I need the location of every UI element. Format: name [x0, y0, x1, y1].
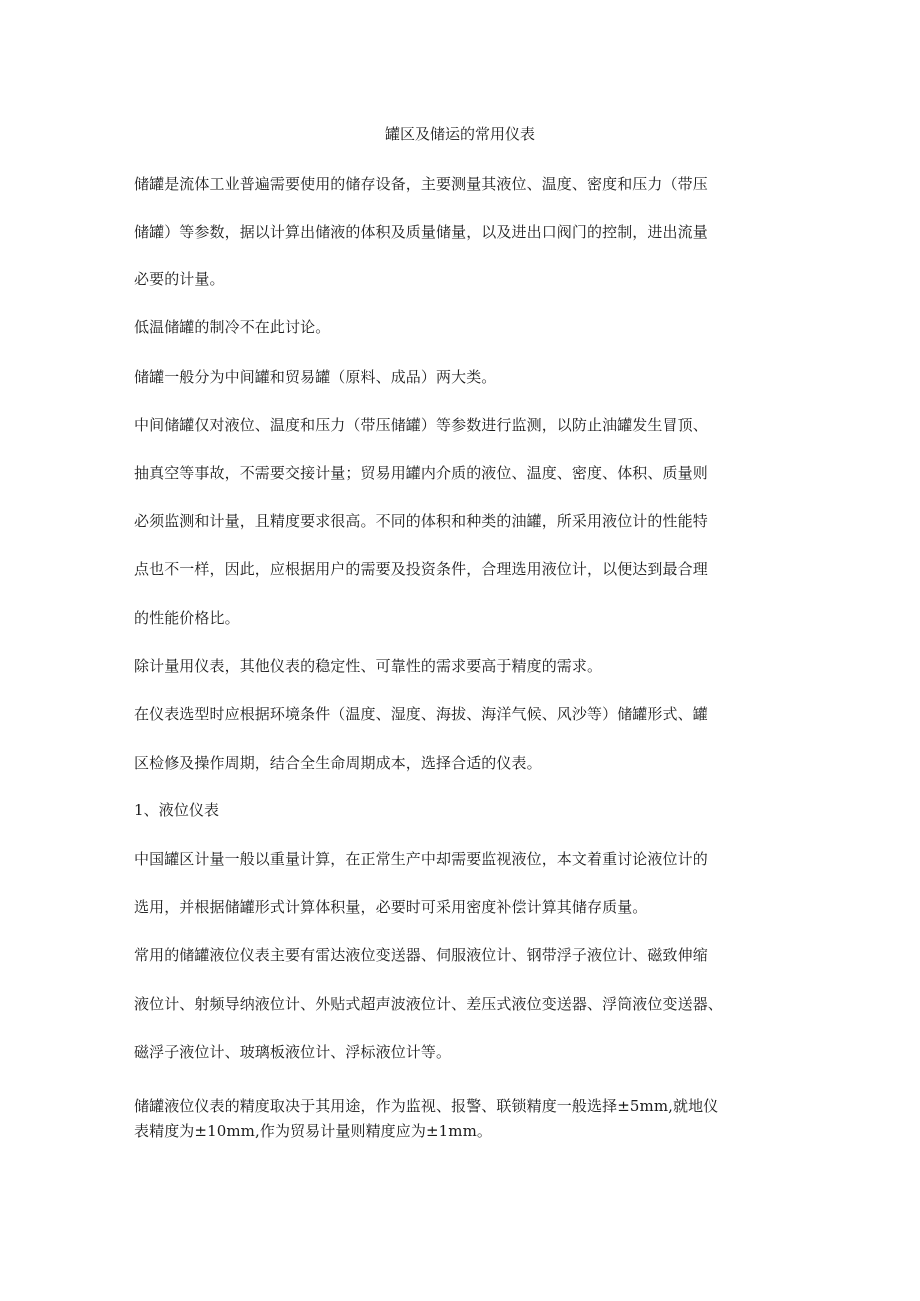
paragraph-line: 在仪表选型时应根据环境条件（温度、湿度、海拔、海洋气候、风沙等）储罐形式、罐 — [134, 705, 708, 723]
paragraph-line: 点也不一样，因此，应根据用户的需要及投资条件，合理选用液位计，以便达到最合理 — [134, 560, 708, 578]
paragraph-line: 必要的计量。 — [134, 270, 225, 288]
paragraph-line: 磁浮子液位计、玻璃板液位计、浮标液位计等。 — [134, 1043, 452, 1061]
paragraph-line: 储罐一般分为中间罐和贸易罐（原料、成品）两大类。 — [134, 368, 497, 386]
paragraph-line: 储罐）等参数，据以计算出储液的体积及质量储量，以及进出口阀门的控制，进出流量 — [134, 223, 708, 241]
paragraph-line: 中国罐区计量一般以重量计算，在正常生产中却需要监视液位，本文着重讨论液位计的 — [134, 850, 708, 868]
document-title: 罐区及储运的常用仪表 — [384, 125, 535, 143]
paragraph-line: 表精度为±10mm,作为贸易计量则精度应为±1mm。 — [134, 1122, 493, 1140]
paragraph-line: 中间储罐仅对液位、温度和压力（带压储罐）等参数进行监测，以防止油罐发生冒顶、 — [134, 416, 708, 434]
paragraph-line: 储罐是流体工业普遍需要使用的储存设备，主要测量其液位、温度、密度和压力（带压 — [134, 175, 708, 193]
paragraph-line: 必须监测和计量，且精度要求很高。不同的体积和种类的油罐，所采用液位计的性能特 — [134, 512, 708, 530]
paragraph-line: 常用的储罐液位仪表主要有雷达液位变送器、伺服液位计、钢带浮子液位计、磁致伸缩 — [134, 946, 708, 964]
paragraph-line: 除计量用仪表，其他仪表的稳定性、可靠性的需求要高于精度的需求。 — [134, 657, 603, 675]
paragraph-line: 液位计、射频导纳液位计、外贴式超声波液位计、差压式液位变送器、浮筒液位变送器、 — [134, 995, 723, 1013]
paragraph-line: 低温储罐的制冷不在此讨论。 — [134, 318, 331, 336]
paragraph-line: 的性能价格比。 — [134, 609, 240, 627]
paragraph-line: 抽真空等事故，不需要交接计量；贸易用罐内介质的液位、温度、密度、体积、质量则 — [134, 464, 708, 482]
section-heading: 1、液位仪表 — [134, 801, 220, 819]
paragraph-line: 储罐液位仪表的精度取决于其用途，作为监视、报警、联锁精度一般选择±5mm,就地仪 — [134, 1097, 719, 1115]
paragraph-line: 选用，并根据储罐形式计算体积量，必要时可采用密度补偿计算其储存质量。 — [134, 898, 648, 916]
paragraph-line: 区检修及操作周期，结合全生命周期成本，选择合适的仪表。 — [134, 754, 542, 772]
